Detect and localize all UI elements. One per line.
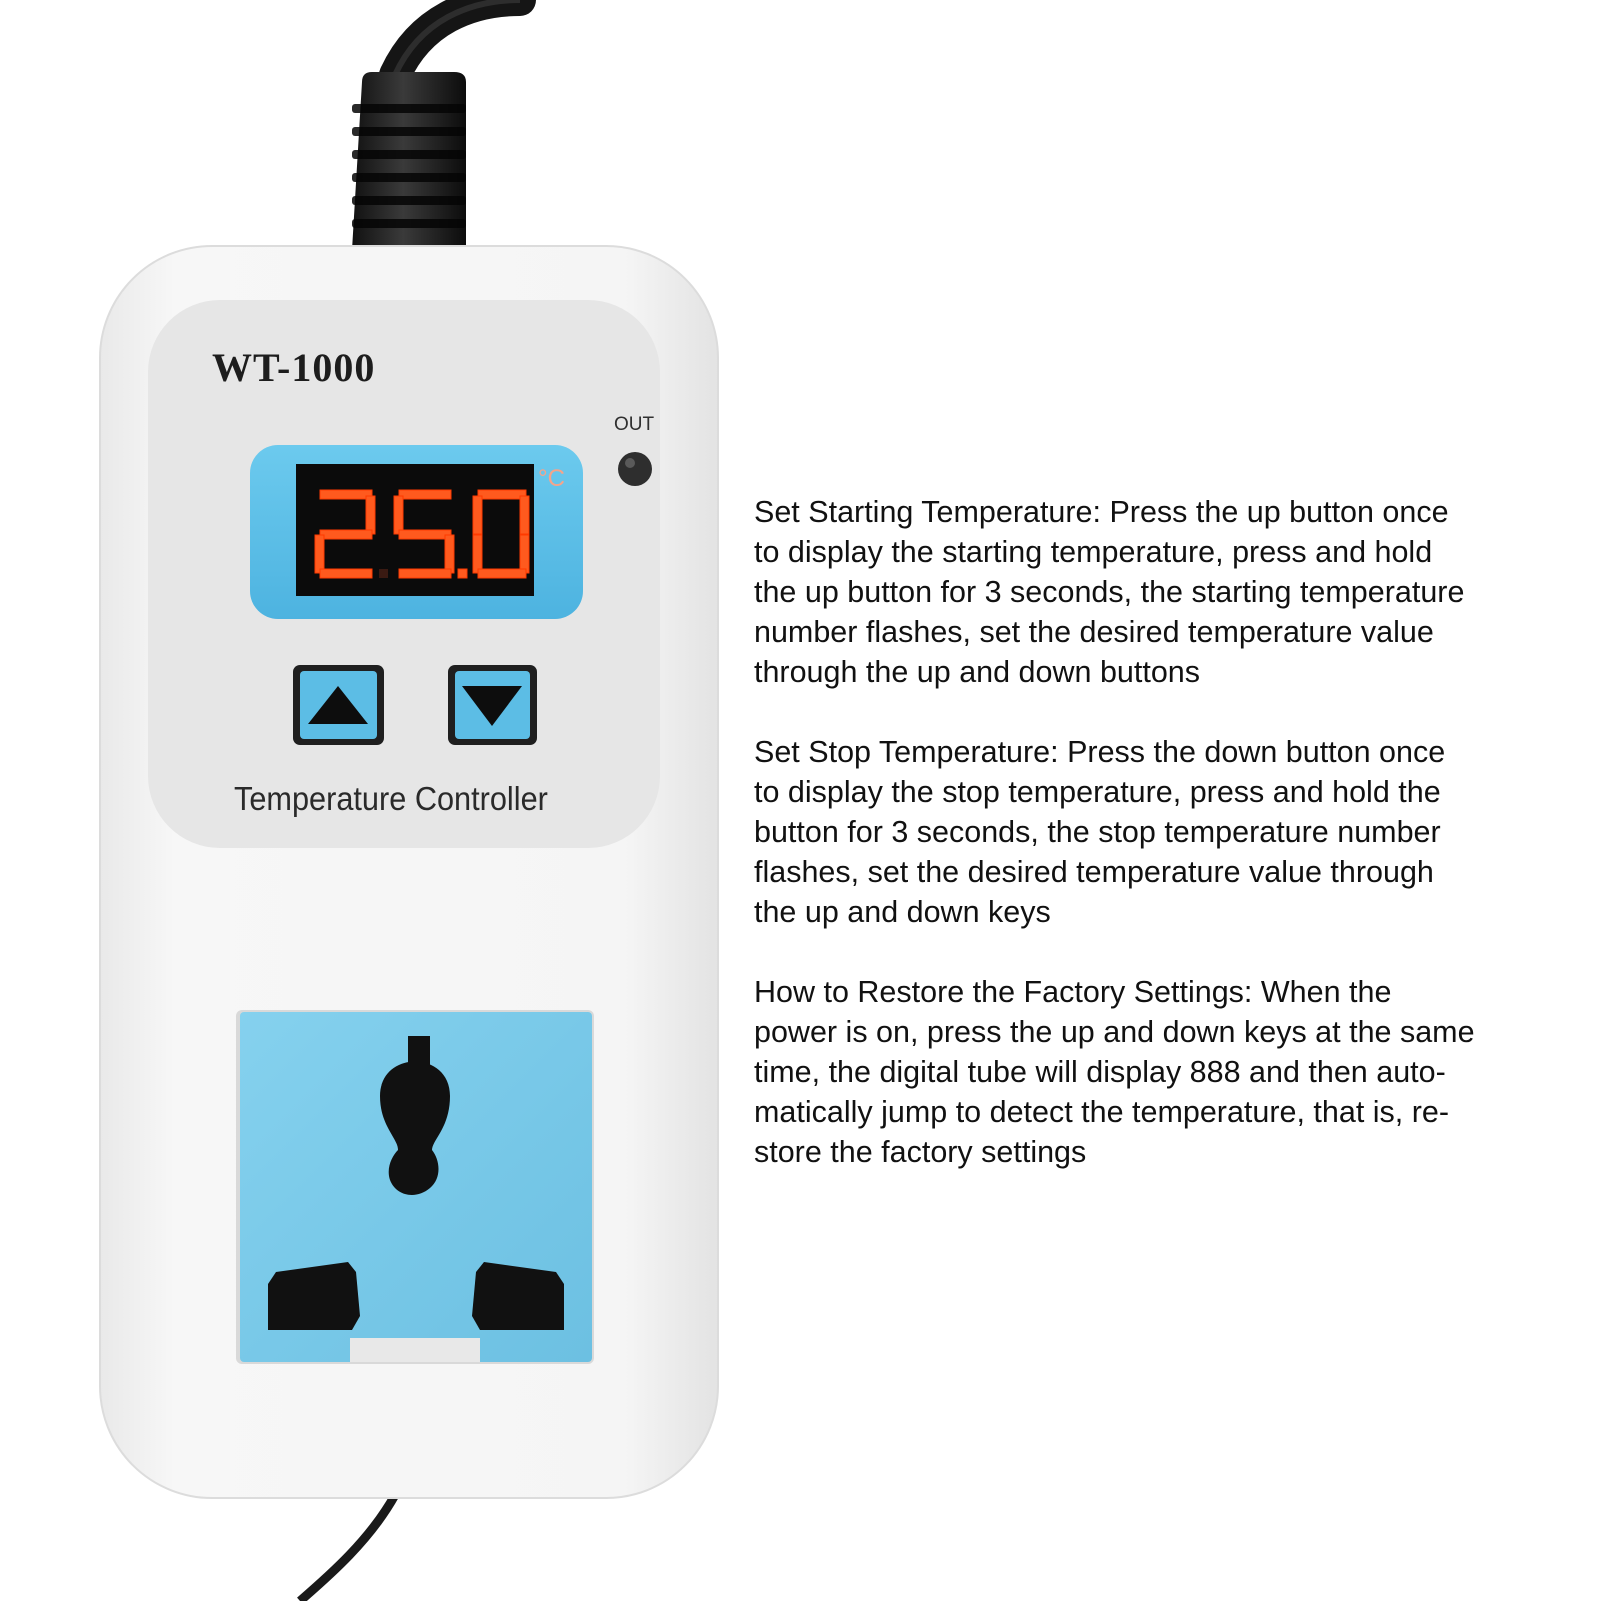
instruction-line: number flashes, set the desired temperature value: [754, 615, 1434, 649]
instruction-line: the up and down keys: [754, 895, 1051, 929]
up-button[interactable]: [293, 665, 384, 745]
power-cord-top: [352, 0, 520, 250]
model-name: WT-1000: [212, 345, 376, 390]
instructions-text: [754, 492, 1574, 1212]
instruction-line: store the factory settings: [754, 1135, 1087, 1169]
instruction-set-stop-temp: [754, 732, 1574, 932]
instruction-line: matically jump to detect the temperature, that is, re-: [754, 1095, 1450, 1129]
device-label: Temperature Controller: [234, 780, 548, 817]
instruction-restore-factory: [754, 972, 1574, 1172]
display-unit: °C: [538, 465, 565, 492]
instruction-line: Set Starting Temperature: Press the up button once: [754, 495, 1449, 529]
instruction-line: to display the starting temperature, press and hold: [754, 535, 1433, 569]
instruction-line: through the up and down buttons: [754, 655, 1200, 689]
instruction-line: power is on, press the up and down keys at the same: [754, 1015, 1475, 1049]
instruction-set-start-temp: [754, 492, 1574, 692]
instruction-line: flashes, set the desired temperature value through: [754, 855, 1434, 889]
instruction-line: Set Stop Temperature: Press the down button once: [754, 735, 1446, 769]
instruction-line: the up button for 3 seconds, the starting temperature: [754, 575, 1465, 609]
power-cord-bottom: [300, 1495, 395, 1601]
out-label: OUT: [614, 414, 655, 435]
instruction-line: How to Restore the Factory Settings: When the: [754, 975, 1392, 1009]
instruction-line: button for 3 seconds, the stop temperature number: [754, 815, 1441, 849]
power-socket: [236, 1010, 594, 1364]
instruction-line: time, the digital tube will display 888 and then auto-: [754, 1055, 1446, 1089]
down-button[interactable]: [448, 665, 537, 745]
out-indicator-led: [618, 452, 652, 486]
instruction-line: to display the stop temperature, press and hold the: [754, 775, 1441, 809]
